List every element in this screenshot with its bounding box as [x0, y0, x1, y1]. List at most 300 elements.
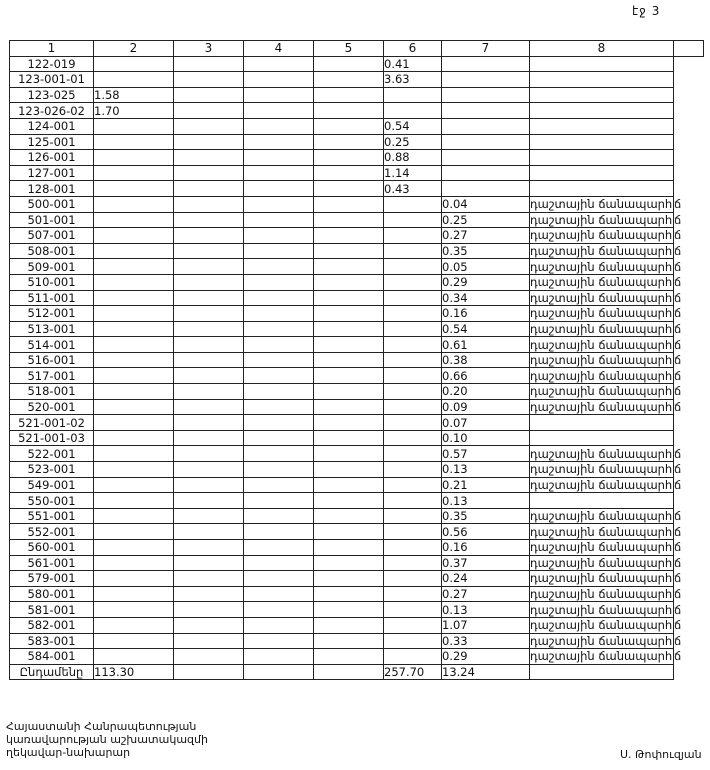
- parcel-code-cell: 581-001: [10, 602, 94, 618]
- table-cell: [314, 633, 384, 649]
- col2-value-cell: [94, 617, 174, 633]
- col6-value-cell: [384, 243, 442, 259]
- table-cell: [244, 87, 314, 103]
- table-cell: [314, 571, 384, 587]
- col6-value-cell: 3.63: [384, 72, 442, 88]
- table-cell: [314, 555, 384, 571]
- table-cell: [174, 352, 244, 368]
- col7-value-cell: 0.21: [442, 477, 530, 493]
- col7-value-cell: [442, 150, 530, 166]
- table-row: [10, 462, 704, 478]
- parcel-code-cell: 552-001: [10, 524, 94, 540]
- table-row: [10, 274, 704, 290]
- table-row: [10, 259, 704, 275]
- parcel-code-cell: 523-001: [10, 462, 94, 478]
- table-cell: [314, 103, 384, 119]
- col7-value-cell: 0.38: [442, 352, 530, 368]
- land-use-note-cell: դաշտային ճանապարհ: [530, 306, 673, 321]
- table-cell: [314, 384, 384, 400]
- table-cell: [244, 571, 314, 587]
- table-cell: [174, 56, 244, 72]
- table-body: [10, 56, 704, 664]
- margin-mark: ճ: [674, 384, 682, 399]
- land-use-note-cell: դաշտային ճանապարհ: [530, 353, 673, 368]
- table-cell: [174, 617, 244, 633]
- col7-value-cell: [442, 87, 530, 103]
- table-row: [10, 56, 704, 72]
- table-row: [10, 181, 704, 197]
- table-cell: [314, 228, 384, 244]
- table-cell: [244, 337, 314, 353]
- col2-value-cell: [94, 72, 174, 88]
- col7-value-cell: 0.04: [442, 196, 530, 212]
- header-row: [10, 41, 704, 57]
- col6-value-cell: [384, 384, 442, 400]
- margin-mark: ճ: [674, 290, 682, 305]
- land-use-note-cell: դաշտային ճանապարհ: [530, 587, 673, 602]
- table-cell: [244, 524, 314, 540]
- col2-value-cell: [94, 399, 174, 415]
- margin-mark: ճ: [674, 446, 682, 461]
- table-cell: [174, 633, 244, 649]
- col2-value-cell: [94, 274, 174, 290]
- column-header: 1: [10, 41, 94, 57]
- table-cell: [174, 571, 244, 587]
- table-row: [10, 446, 704, 462]
- col2-value-cell: [94, 56, 174, 72]
- table-cell: [244, 384, 314, 400]
- table-cell: [244, 196, 314, 212]
- col7-value-cell: 0.61: [442, 337, 530, 353]
- col2-value-cell: [94, 446, 174, 462]
- margin-mark: ճ: [674, 275, 682, 290]
- margin-mark: ճ: [674, 197, 682, 212]
- col7-value-cell: [442, 165, 530, 181]
- margin-mark: ճ: [674, 259, 682, 274]
- margin-mark: ճ: [674, 633, 682, 648]
- parcel-code-cell: 561-001: [10, 555, 94, 571]
- table-row: [10, 134, 704, 150]
- col2-value-cell: [94, 477, 174, 493]
- col7-value-cell: 0.25: [442, 212, 530, 228]
- table-cell: [244, 228, 314, 244]
- col6-value-cell: [384, 259, 442, 275]
- col2-value-cell: [94, 150, 174, 166]
- margin-mark: [674, 493, 704, 509]
- table-row: [10, 228, 704, 244]
- margin-mark: ճ: [674, 306, 682, 321]
- table-cell: [174, 87, 244, 103]
- table-row: [10, 540, 704, 556]
- table-cell: [174, 165, 244, 181]
- margin-mark: ճ: [674, 228, 682, 243]
- parcel-code-cell: 518-001: [10, 384, 94, 400]
- table-row: [10, 649, 704, 665]
- margin-mark: ճ: [674, 587, 682, 602]
- table-cell: [530, 664, 674, 679]
- col2-value-cell: [94, 602, 174, 618]
- land-use-note-cell: [530, 165, 674, 181]
- signatory-name: Ս. Թոփուզյան: [620, 748, 702, 761]
- col2-value-cell: [94, 415, 174, 431]
- table-cell: [174, 586, 244, 602]
- signatory-line-1: Հայաստանի Հանրապետության: [6, 720, 197, 733]
- table-cell: [174, 103, 244, 119]
- col6-value-cell: [384, 617, 442, 633]
- table-cell: [314, 274, 384, 290]
- margin-mark: ճ: [674, 524, 682, 539]
- table-cell: [174, 524, 244, 540]
- col6-value-cell: [384, 602, 442, 618]
- parcel-code-cell: 509-001: [10, 259, 94, 275]
- parcel-code-cell: 123-025: [10, 87, 94, 103]
- table-cell: [314, 181, 384, 197]
- col6-value-cell: [384, 87, 442, 103]
- table-row: [10, 118, 704, 134]
- table-row: [10, 352, 704, 368]
- totals-row: [10, 664, 704, 679]
- table-cell: [244, 134, 314, 150]
- table-row: [10, 571, 704, 587]
- table-cell: [244, 399, 314, 415]
- col2-value-cell: [94, 352, 174, 368]
- col7-value-cell: [442, 181, 530, 197]
- col7-value-cell: [442, 72, 530, 88]
- col6-value-cell: [384, 540, 442, 556]
- table-cell: [314, 290, 384, 306]
- margin-mark: [674, 165, 704, 181]
- land-use-note-cell: դաշտային ճանապարհ: [530, 244, 673, 259]
- table-cell: [174, 664, 244, 679]
- signatory-line-2: կառավարության աշխատակազմի: [6, 733, 208, 746]
- land-use-note-cell: դաշտային ճանապարհ: [530, 462, 673, 477]
- table-cell: [244, 368, 314, 384]
- column-header: 4: [244, 41, 314, 57]
- margin-mark: [674, 118, 704, 134]
- col7-value-cell: 0.07: [442, 415, 530, 431]
- table-cell: [314, 399, 384, 415]
- col6-value-cell: [384, 430, 442, 446]
- table-cell: [314, 368, 384, 384]
- land-use-note-cell: դաշտային ճանապարհ: [530, 649, 673, 664]
- land-use-note-cell: [530, 430, 674, 446]
- margin-mark: [674, 72, 704, 88]
- margin-mark: ճ: [674, 649, 682, 664]
- table-cell: [174, 321, 244, 337]
- col7-value-cell: 0.37: [442, 555, 530, 571]
- table-cell: [174, 290, 244, 306]
- col6-value-cell: [384, 571, 442, 587]
- margin-mark: ճ: [674, 602, 682, 617]
- margin-mark: ճ: [674, 618, 682, 633]
- col7-value-cell: 0.24: [442, 571, 530, 587]
- table-cell: [244, 462, 314, 478]
- table-cell: [174, 555, 244, 571]
- table-row: [10, 368, 704, 384]
- col2-value-cell: [94, 524, 174, 540]
- table-cell: [314, 72, 384, 88]
- table-cell: [244, 540, 314, 556]
- table-cell: [314, 462, 384, 478]
- table-cell: [314, 321, 384, 337]
- table-cell: [244, 290, 314, 306]
- parcel-code-cell: 514-001: [10, 337, 94, 353]
- table-cell: [244, 243, 314, 259]
- land-parcel-table: [9, 40, 704, 680]
- table-cell: [244, 150, 314, 166]
- land-use-note-cell: դաշտային ճանապարհ: [530, 555, 673, 570]
- table-row: [10, 212, 704, 228]
- table-row: [10, 72, 704, 88]
- col7-value-cell: 0.05: [442, 259, 530, 275]
- table-cell: [314, 337, 384, 353]
- table-cell: [244, 477, 314, 493]
- margin-mark: ճ: [674, 321, 682, 336]
- table-cell: [314, 212, 384, 228]
- table-cell: [314, 415, 384, 431]
- land-use-note-cell: դաշտային ճանապարհ: [530, 290, 673, 305]
- parcel-code-cell: 127-001: [10, 165, 94, 181]
- col2-value-cell: [94, 384, 174, 400]
- table-row: [10, 399, 704, 415]
- col7-value-cell: 0.13: [442, 462, 530, 478]
- table-cell: [174, 118, 244, 134]
- col7-value-cell: [442, 118, 530, 134]
- table-cell: [314, 446, 384, 462]
- col2-value-cell: [94, 430, 174, 446]
- col6-value-cell: [384, 649, 442, 665]
- land-use-note-cell: դաշտային ճանապարհ: [530, 399, 673, 414]
- land-use-note-cell: դաշտային ճանապարհ: [530, 540, 673, 555]
- table-row: [10, 196, 704, 212]
- table-cell: [244, 321, 314, 337]
- land-use-note-cell: [530, 150, 674, 166]
- totals-col2: 113.30: [94, 664, 174, 679]
- margin-mark: [674, 103, 704, 119]
- col2-value-cell: [94, 633, 174, 649]
- margin-mark: [674, 150, 704, 166]
- table-row: [10, 87, 704, 103]
- land-use-note-cell: դաշտային ճանապարհ: [530, 602, 673, 617]
- margin-mark: [674, 430, 704, 446]
- table-cell: [314, 243, 384, 259]
- table-cell: [314, 508, 384, 524]
- col6-value-cell: [384, 321, 442, 337]
- col7-value-cell: 0.33: [442, 633, 530, 649]
- parcel-code-cell: 507-001: [10, 228, 94, 244]
- col7-value-cell: 0.34: [442, 290, 530, 306]
- land-use-note-cell: [530, 87, 674, 103]
- col2-value-cell: [94, 649, 174, 665]
- table-cell: [174, 259, 244, 275]
- margin-spacer: [674, 41, 704, 57]
- table-cell: [314, 524, 384, 540]
- col7-value-cell: 0.56: [442, 524, 530, 540]
- column-header: 7: [442, 41, 530, 57]
- table-row: [10, 477, 704, 493]
- col6-value-cell: [384, 212, 442, 228]
- col6-value-cell: [384, 508, 442, 524]
- col6-value-cell: [384, 228, 442, 244]
- col7-value-cell: 0.29: [442, 274, 530, 290]
- parcel-code-cell: 560-001: [10, 540, 94, 556]
- col7-value-cell: 0.20: [442, 384, 530, 400]
- col6-value-cell: 0.41: [384, 56, 442, 72]
- table-cell: [314, 586, 384, 602]
- column-header: 6: [384, 41, 442, 57]
- table-cell: [174, 384, 244, 400]
- table-cell: [244, 165, 314, 181]
- table-cell: [244, 118, 314, 134]
- table-cell: [174, 274, 244, 290]
- col7-value-cell: 0.57: [442, 446, 530, 462]
- table-cell: [174, 446, 244, 462]
- table-cell: [244, 555, 314, 571]
- land-use-note-cell: [530, 415, 674, 431]
- table-cell: [314, 134, 384, 150]
- land-use-note-cell: [530, 181, 674, 197]
- col6-value-cell: [384, 555, 442, 571]
- margin-mark: ճ: [674, 368, 682, 383]
- table-cell: [244, 56, 314, 72]
- parcel-code-cell: 125-001: [10, 134, 94, 150]
- col6-value-cell: [384, 352, 442, 368]
- col7-value-cell: 0.16: [442, 306, 530, 322]
- land-use-note-cell: դաշտային ճանապարհ: [530, 368, 673, 383]
- col6-value-cell: [384, 446, 442, 462]
- land-use-note-cell: դաշտային ճանապարհ: [530, 571, 673, 586]
- margin-mark: ճ: [674, 477, 682, 492]
- table-cell: [314, 87, 384, 103]
- table-row: [10, 150, 704, 166]
- table-cell: [244, 649, 314, 665]
- col2-value-cell: [94, 571, 174, 587]
- land-use-note-cell: [530, 103, 674, 119]
- parcel-code-cell: 583-001: [10, 633, 94, 649]
- col2-value-cell: [94, 306, 174, 322]
- col6-value-cell: [384, 337, 442, 353]
- col6-value-cell: [384, 103, 442, 119]
- col2-value-cell: [94, 586, 174, 602]
- col6-value-cell: 1.14: [384, 165, 442, 181]
- col6-value-cell: [384, 633, 442, 649]
- col7-value-cell: 0.27: [442, 228, 530, 244]
- col2-value-cell: [94, 290, 174, 306]
- land-use-note-cell: դաշտային ճանապարհ: [530, 524, 673, 539]
- parcel-code-cell: 128-001: [10, 181, 94, 197]
- table-cell: [314, 196, 384, 212]
- table-row: [10, 415, 704, 431]
- column-header: 5: [314, 41, 384, 57]
- table-cell: [174, 477, 244, 493]
- land-use-note-cell: [530, 72, 674, 88]
- col6-value-cell: [384, 477, 442, 493]
- table-cell: [244, 602, 314, 618]
- col2-value-cell: [94, 181, 174, 197]
- totals-label: Ընդամենը: [10, 664, 94, 679]
- table-cell: [314, 150, 384, 166]
- table-cell: [174, 508, 244, 524]
- table-cell: [244, 274, 314, 290]
- parcel-code-cell: 122-019: [10, 56, 94, 72]
- table-row: [10, 617, 704, 633]
- table-cell: [314, 617, 384, 633]
- col7-value-cell: 0.35: [442, 508, 530, 524]
- table-cell: [244, 664, 314, 679]
- parcel-code-cell: 582-001: [10, 617, 94, 633]
- parcel-code-cell: 508-001: [10, 243, 94, 259]
- col2-value-cell: [94, 337, 174, 353]
- table-cell: [244, 181, 314, 197]
- col7-value-cell: 0.27: [442, 586, 530, 602]
- column-header: 2: [94, 41, 174, 57]
- col6-value-cell: [384, 290, 442, 306]
- table-cell: [244, 430, 314, 446]
- col2-value-cell: 1.58: [94, 87, 174, 103]
- table-cell: [174, 540, 244, 556]
- margin-mark: [674, 87, 704, 103]
- col7-value-cell: 0.54: [442, 321, 530, 337]
- land-use-note-cell: դաշտային ճանապարհ: [530, 228, 673, 243]
- table-cell: [174, 306, 244, 322]
- table-cell: [174, 196, 244, 212]
- land-use-note-cell: դաշտային ճանապարհ: [530, 477, 673, 492]
- table-cell: [244, 586, 314, 602]
- table-cell: [174, 134, 244, 150]
- table-cell: [314, 540, 384, 556]
- table-cell: [244, 508, 314, 524]
- table-cell: [314, 259, 384, 275]
- parcel-code-cell: 550-001: [10, 493, 94, 509]
- col2-value-cell: [94, 321, 174, 337]
- table-cell: [244, 493, 314, 509]
- col2-value-cell: [94, 134, 174, 150]
- table-row: [10, 633, 704, 649]
- col2-value-cell: 1.70: [94, 103, 174, 119]
- land-use-note-cell: դաշտային ճանապարհ: [530, 618, 673, 633]
- col2-value-cell: [94, 462, 174, 478]
- table-cell: [174, 243, 244, 259]
- table-row: [10, 290, 704, 306]
- col2-value-cell: [94, 118, 174, 134]
- land-use-note-cell: դաշտային ճանապարհ: [530, 197, 673, 212]
- table-cell: [314, 493, 384, 509]
- table-row: [10, 165, 704, 181]
- land-use-note-cell: դաշտային ճանապարհ: [530, 275, 673, 290]
- table-cell: [174, 212, 244, 228]
- table-row: [10, 337, 704, 353]
- table-cell: [314, 649, 384, 665]
- parcel-code-cell: 511-001: [10, 290, 94, 306]
- col7-value-cell: [442, 103, 530, 119]
- col6-value-cell: 0.54: [384, 118, 442, 134]
- col6-value-cell: 0.88: [384, 150, 442, 166]
- table-cell: [314, 165, 384, 181]
- margin-mark: ճ: [674, 353, 682, 368]
- col7-value-cell: 0.10: [442, 430, 530, 446]
- col2-value-cell: [94, 368, 174, 384]
- table-cell: [244, 306, 314, 322]
- parcel-code-cell: 521-001-03: [10, 430, 94, 446]
- table-cell: [244, 415, 314, 431]
- table-row: [10, 384, 704, 400]
- table-cell: [174, 72, 244, 88]
- col2-value-cell: [94, 493, 174, 509]
- table-cell: [174, 493, 244, 509]
- table-cell: [174, 368, 244, 384]
- table-cell: [174, 337, 244, 353]
- col6-value-cell: [384, 399, 442, 415]
